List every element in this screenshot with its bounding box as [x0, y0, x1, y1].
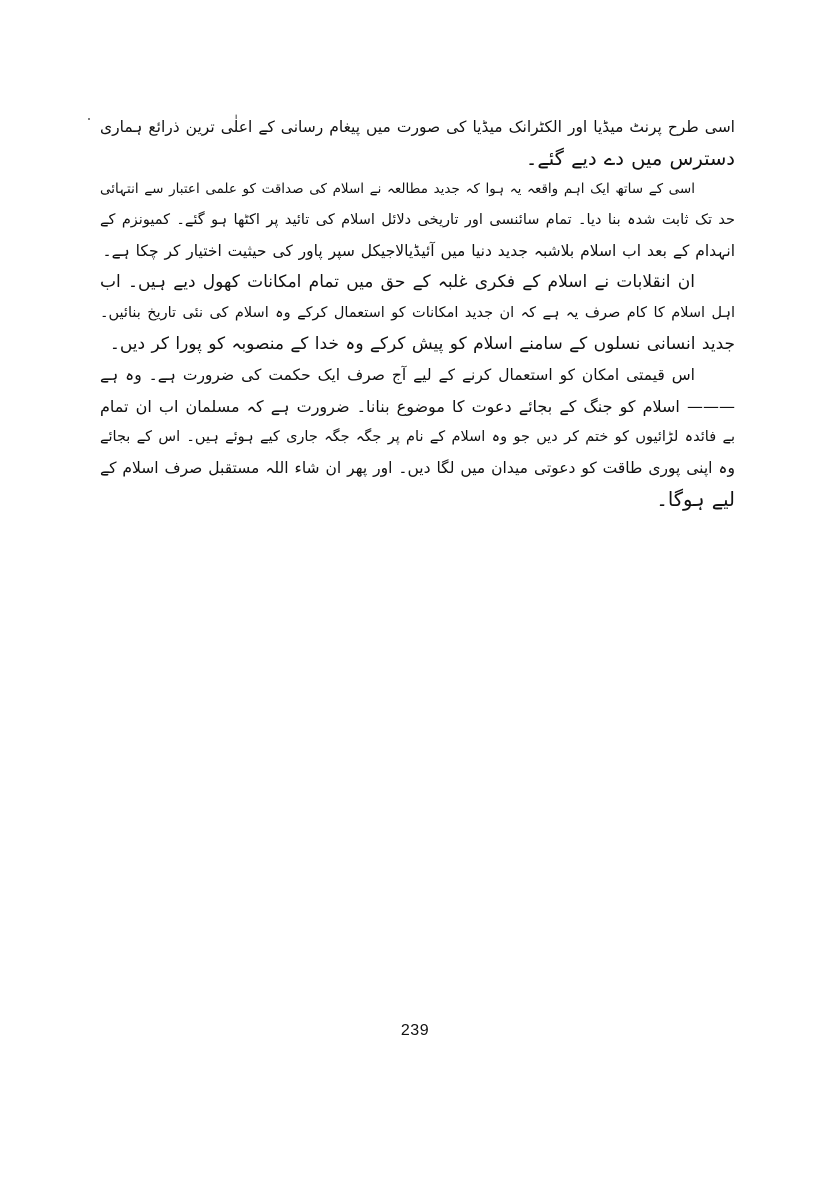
text-line: حد تک ثابت شدہ بنا دیا۔ تمام سائنسی اور تاریخی دلائل اسلام کی تائید پر اکٹھا ہو گئے۔ کمیونزم کے — [100, 212, 735, 228]
paragraph-3 — [100, 267, 735, 360]
text-line: اس قیمتی امکان کو استعمال کرنے کے لیے آج صرف ایک حکمت کی ضرورت ہے۔ وہ ہے — [100, 366, 695, 384]
text-line: جدید انسانی نسلوں کے سامنے اسلام کو پیش کرکے وہ خدا کے منصوبہ کو پورا کر دیں۔ — [109, 334, 735, 354]
text-line: انہدام کے بعد اب اسلام بلاشبہ جدید دنیا میں آئیڈیالاجیکل سپر پاور کی حیثیت اختیار کر چکا ہے۔ — [102, 242, 735, 260]
text-line: اہل اسلام کا کام صرف یہ ہے کہ ان جدید امکانات کو استعمال کرکے وہ اسلام کی نئی تاریخ بنائیں۔ — [100, 305, 735, 321]
paragraph-1 — [100, 112, 735, 174]
text-line: دسترس میں دے دیے گئے۔ — [525, 147, 735, 170]
text-line: بے فائدہ لڑائیوں کو ختم کر دیں جو وہ اسلام کے نام پر جگہ جگہ جاری کیے ہوئے ہیں۔ اس کے بجائے — [100, 429, 735, 445]
paragraph-4 — [100, 360, 735, 515]
text-line: وہ اپنی پوری طاقت کو دعوتی میدان میں لگا دیں۔ اور پھر ان شاء اللہ مستقبل صرف اسلام کے — [100, 459, 735, 477]
scan-speck — [88, 118, 90, 120]
text-line: اسی کے ساتھ ایک اہم واقعہ یہ ہوا کہ جدید مطالعہ نے اسلام کی صداقت کو علمی اعتبار سے انتہائی — [100, 181, 695, 197]
paragraph-2 — [100, 174, 735, 267]
text-line: ان انقلابات نے اسلام کے فکری غلبہ کے حق میں تمام امکانات کھول دیے ہیں۔ اب — [100, 272, 695, 292]
text-line: ——— اسلام کو جنگ کے بجائے دعوت کا موضوع بنانا۔ ضرورت ہے کہ مسلمان اب ان تمام — [100, 397, 735, 416]
urdu-text-body — [100, 112, 735, 515]
text-line: اسی طرح پرنٹ میڈیا اور الکٹرانک میڈیا کی صورت میں پیغام رسانی کے اعلٰی ترین ذرائع ہماری — [100, 118, 735, 136]
text-line: لیے ہوگا۔ — [656, 488, 735, 511]
page-number: 239 — [400, 1022, 430, 1039]
